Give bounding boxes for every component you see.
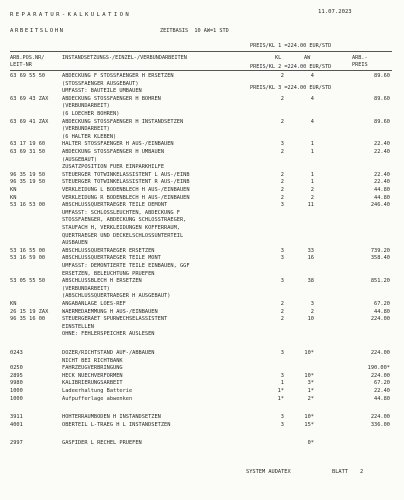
row-desc: ABDECKUNG STOSSFAENGER H UMBAUEN [62,149,165,155]
row-price: 44.80 [374,395,390,402]
row-pos: 96 35 19 50 [10,171,46,178]
row-price: 22.40 [374,141,390,148]
row-aw: 1* [307,388,314,394]
row-pos: 53 16 55 00 [10,247,46,254]
row-kl: 3 [280,372,284,379]
row-desc: ABSCHLUSSQUERTRAEGER TEILE DEMONT [62,202,168,209]
row-desc: QUERTRAEGER UND DECKELSCHLOSSUNTERTEIL [62,232,184,239]
row-desc: Aufpufferlage abwenken [62,395,133,402]
row-kl: 1* [277,395,284,402]
row-pos: 9980 [10,380,23,387]
row-desc: UMFASST: BAUTEILE UMBAUEN [62,88,142,95]
row-pos: 26 15 19 ZAX [10,308,49,315]
row-kl: 2 [280,149,284,155]
row-desc: ZUSATZPOSITION FUER EINPARKHILFE [62,164,165,171]
row-kl: 3 [280,202,284,209]
col-header-kl: KL [275,55,282,61]
row-pos: 96 35 19 50 [10,179,46,186]
row-kl: 2 [280,301,284,307]
row-desc: STEUERGER TOTWINKELASSISTENT R AUS-/EINB [62,179,190,186]
row-pos: 1000 [10,395,23,402]
row-kl: 3 [280,278,284,285]
row-aw: 3 [310,301,314,307]
row-price: 44.80 [374,187,390,193]
row-aw: 4 [310,118,314,125]
row-kl: 2 [280,179,284,186]
row-pos: 96 35 16 00 [10,316,46,323]
row-price: 224.00 [370,316,390,323]
row-desc: (ABSCHLUSSQUERTRAEGER H AUSGEBAUT) [62,293,171,300]
sheet-number: 2 [360,469,364,475]
row-desc: UMFASST: DEMONTIERTE TEILE EINBAUEN, GGF [62,263,190,269]
row-price: 358.40 [370,255,390,262]
row-desc: HECK NUECHVERFORMEN [62,372,123,379]
row-price: 22.40 [374,171,390,178]
row-desc: (VERBUNDARBEIT) [62,126,110,133]
row-price: 336.00 [370,421,390,428]
row-pos: 2895 [10,372,23,379]
row-desc: UMFASST: SCHLOSSLEUCHTEN, ABDECKUNG F [62,209,180,216]
row-price: 67.20 [374,380,390,387]
row-price: 851.20 [370,278,390,285]
row-price: 44.80 [374,308,390,315]
row-pos: 63 69 55 50 [10,73,46,79]
price-line-1: PREIS/KL 1 =224.00 EUR/STD [250,43,332,49]
row-aw: 2 [310,308,314,315]
row-pos: 1000 [10,388,23,394]
row-desc: WAERMEDAEMMUNG H AUS-/EINBAUEN [62,308,158,315]
col-header-leit: LEIT-NR [10,62,32,68]
row-desc: ABDECKUNG STOSSFAENGER H BOHREN [62,95,161,102]
row-pos: 63 69 41 ZAX [10,118,49,125]
row-desc: AUSBAUEN [62,240,88,247]
row-aw: 4 [310,95,314,102]
row-aw: 10* [304,372,314,379]
row-kl: 2 [280,194,284,201]
row-desc: KALIBRIERUNGSARBEIT [62,380,123,387]
sheet-label: BLATT [332,469,348,475]
row-desc: ABSCHLUSSBLECH H ERSETZEN [62,278,142,285]
row-price: 224.00 [370,350,390,356]
row-pos: KN [10,194,17,201]
row-kl: 2 [280,73,284,79]
row-price: 89.60 [374,73,390,79]
row-aw: 1 [310,171,314,178]
row-price: 246.40 [370,202,390,209]
row-kl: 2 [280,118,284,125]
row-desc: ABDECKUNG F STOSSFAENGER H ERSETZEN [62,73,174,79]
row-aw: 1 [310,179,314,186]
row-kl: 3 [280,350,284,356]
row-desc: Ladeerhaltung Batterie [62,388,133,394]
row-desc: (STOSSFAENGER AUSGEBAUT) [62,80,139,87]
row-desc: VERKLEIDUNG R BODENBLECH H AUS-/EINBAUEN [62,194,190,201]
row-desc: NICHT BEI RICHTBANK [62,357,123,364]
row-aw: 2 [310,194,314,201]
row-aw: 38 [307,278,314,285]
document-date: 11.07.2023 [318,9,352,15]
row-kl: 3 [280,255,284,262]
row-desc: (AUSGEBAUT) [62,156,98,163]
row-desc: (6 LOECHER BOHREN) [62,111,120,117]
row-price: 739.20 [370,247,390,254]
row-kl: 2 [280,316,284,323]
row-desc: HOHTERRAUMBODEN H INSTANDSETZEN [62,414,161,421]
row-pos: 0243 [10,350,23,356]
row-desc: STEUERGERAET SPURWECHSELASSISTENT [62,316,168,323]
row-pos: 63 69 43 ZAX [10,95,49,102]
row-desc: (VERBUNDARBEIT) [62,285,110,292]
row-desc: EINSTELLEN [62,323,94,330]
row-pos: 2997 [10,440,23,447]
row-kl: 3 [280,421,284,428]
row-aw: 2* [307,395,314,402]
row-pos: 53 16 59 00 [10,255,46,262]
row-aw: 10* [304,350,314,356]
row-pos: 63 17 19 60 [10,141,46,148]
row-price: 22.40 [374,149,390,155]
price-line-3: PREIS/KL 3 =224.00 EUR/STD [250,85,332,91]
row-desc: STOSSFAENGER, ABDECKUNG SCHLOSSTRAEGER, [62,217,187,224]
row-desc: VERKLEIDUNG L BODENBLECH H AUS-/EINBAUEN [62,187,190,193]
row-desc: ANGABANLAGE LOES-REF [62,301,126,307]
row-pos: 53 05 55 50 [10,278,46,285]
price-line-2: PREIS/KL 2 =224.00 EUR/STD [250,64,332,70]
row-kl: 1* [277,388,284,394]
row-desc: GASFIDER L RECHEL PRUEFEN [62,440,142,447]
row-price: 190.00* [367,365,390,372]
row-aw: 10* [304,414,314,421]
row-aw: 10 [307,316,314,323]
row-desc: STAUFACH H, VERKLEIDUNGEN KOFFERRAUM, [62,225,180,231]
row-pos: 3911 [10,414,23,421]
row-desc: ABDECKUNG STOSSFAENGER H INSTANDSETZEN [62,118,184,125]
row-pos: KN [10,301,17,307]
row-kl: 2 [280,187,284,193]
row-pos: 0250 [10,365,23,372]
row-aw: 2 [310,187,314,193]
row-price: 44.80 [374,194,390,201]
row-desc: STEUERGER TOTWINKELASSISTENT L AUS-/EINB [62,171,190,178]
row-price: 89.60 [374,118,390,125]
row-desc: (VERBUNDARBEIT) [62,103,110,110]
row-desc: (6 HALTER KLEBEN) [62,133,117,140]
row-kl: 2 [280,308,284,315]
row-pos: 4001 [10,421,23,428]
row-aw: 11 [307,202,314,209]
row-desc: DOZER/RICHTSTAND AUF-/ABBAUEN [62,350,155,356]
col-header-aw: AW [304,55,311,61]
system-label: SYSTEM AUDATEX [246,469,291,475]
row-aw: 0* [307,440,314,447]
row-aw: 16 [307,255,314,262]
row-desc: ABSCHLUSSQUERTRAEGER TEILE MONT [62,255,161,262]
row-desc: OBERTEIL L-TRAEG H L INSTANDSETZEN [62,421,171,428]
row-desc: FAHRZEUGVERBRINGUNG [62,365,123,372]
row-desc: OHNE: FEHLERSPEICHER AUSLESEN [62,331,155,338]
row-aw: 4 [310,73,314,79]
row-kl: 1 [280,380,284,387]
row-kl: 3 [280,414,284,421]
row-kl: 2 [280,171,284,178]
row-kl: 3 [280,141,284,148]
document-title: REPARATUR-KALKULATION [10,12,132,18]
col-header-pos: ARB.POS.NR/ [10,55,45,61]
row-pos: 63 69 31 50 [10,149,46,155]
row-kl: 2 [280,95,284,102]
row-price: 22.40 [374,179,390,186]
time-basis: ZEITBASIS 10 AW=1 STD [160,28,229,34]
col-header-price-1: ARB.- [352,55,368,61]
row-price: 224.00 [370,372,390,379]
row-desc: ERSETZEN, BELEUCHTUNG PRUEFEN [62,270,155,277]
row-desc: ABSCHLUSSQUERTRAEGER ERSETZEN [62,247,155,254]
col-header-desc: INSTANDSETZUNGS-/EINZEL-/VERBUNDARBEITEN [62,55,187,61]
col-header-price-2: PREIS [352,62,368,68]
row-price: 224.00 [370,414,390,421]
section-title: ARBEITSLOHN [10,28,65,34]
row-kl: 3 [280,247,284,254]
row-aw: 1 [310,141,314,148]
row-pos: KN [10,187,17,193]
row-desc: HALTER STOSSFAENGER H AUS-/EINBAUEN [62,141,174,148]
row-price: 89.60 [374,95,390,102]
row-aw: 1 [310,149,314,155]
row-aw: 15* [304,421,314,428]
row-aw: 33 [307,247,314,254]
row-aw: 3* [307,380,314,387]
row-price: 22.40 [374,388,390,394]
row-pos: 53 16 53 00 [10,202,46,209]
row-price: 67.20 [374,301,390,307]
